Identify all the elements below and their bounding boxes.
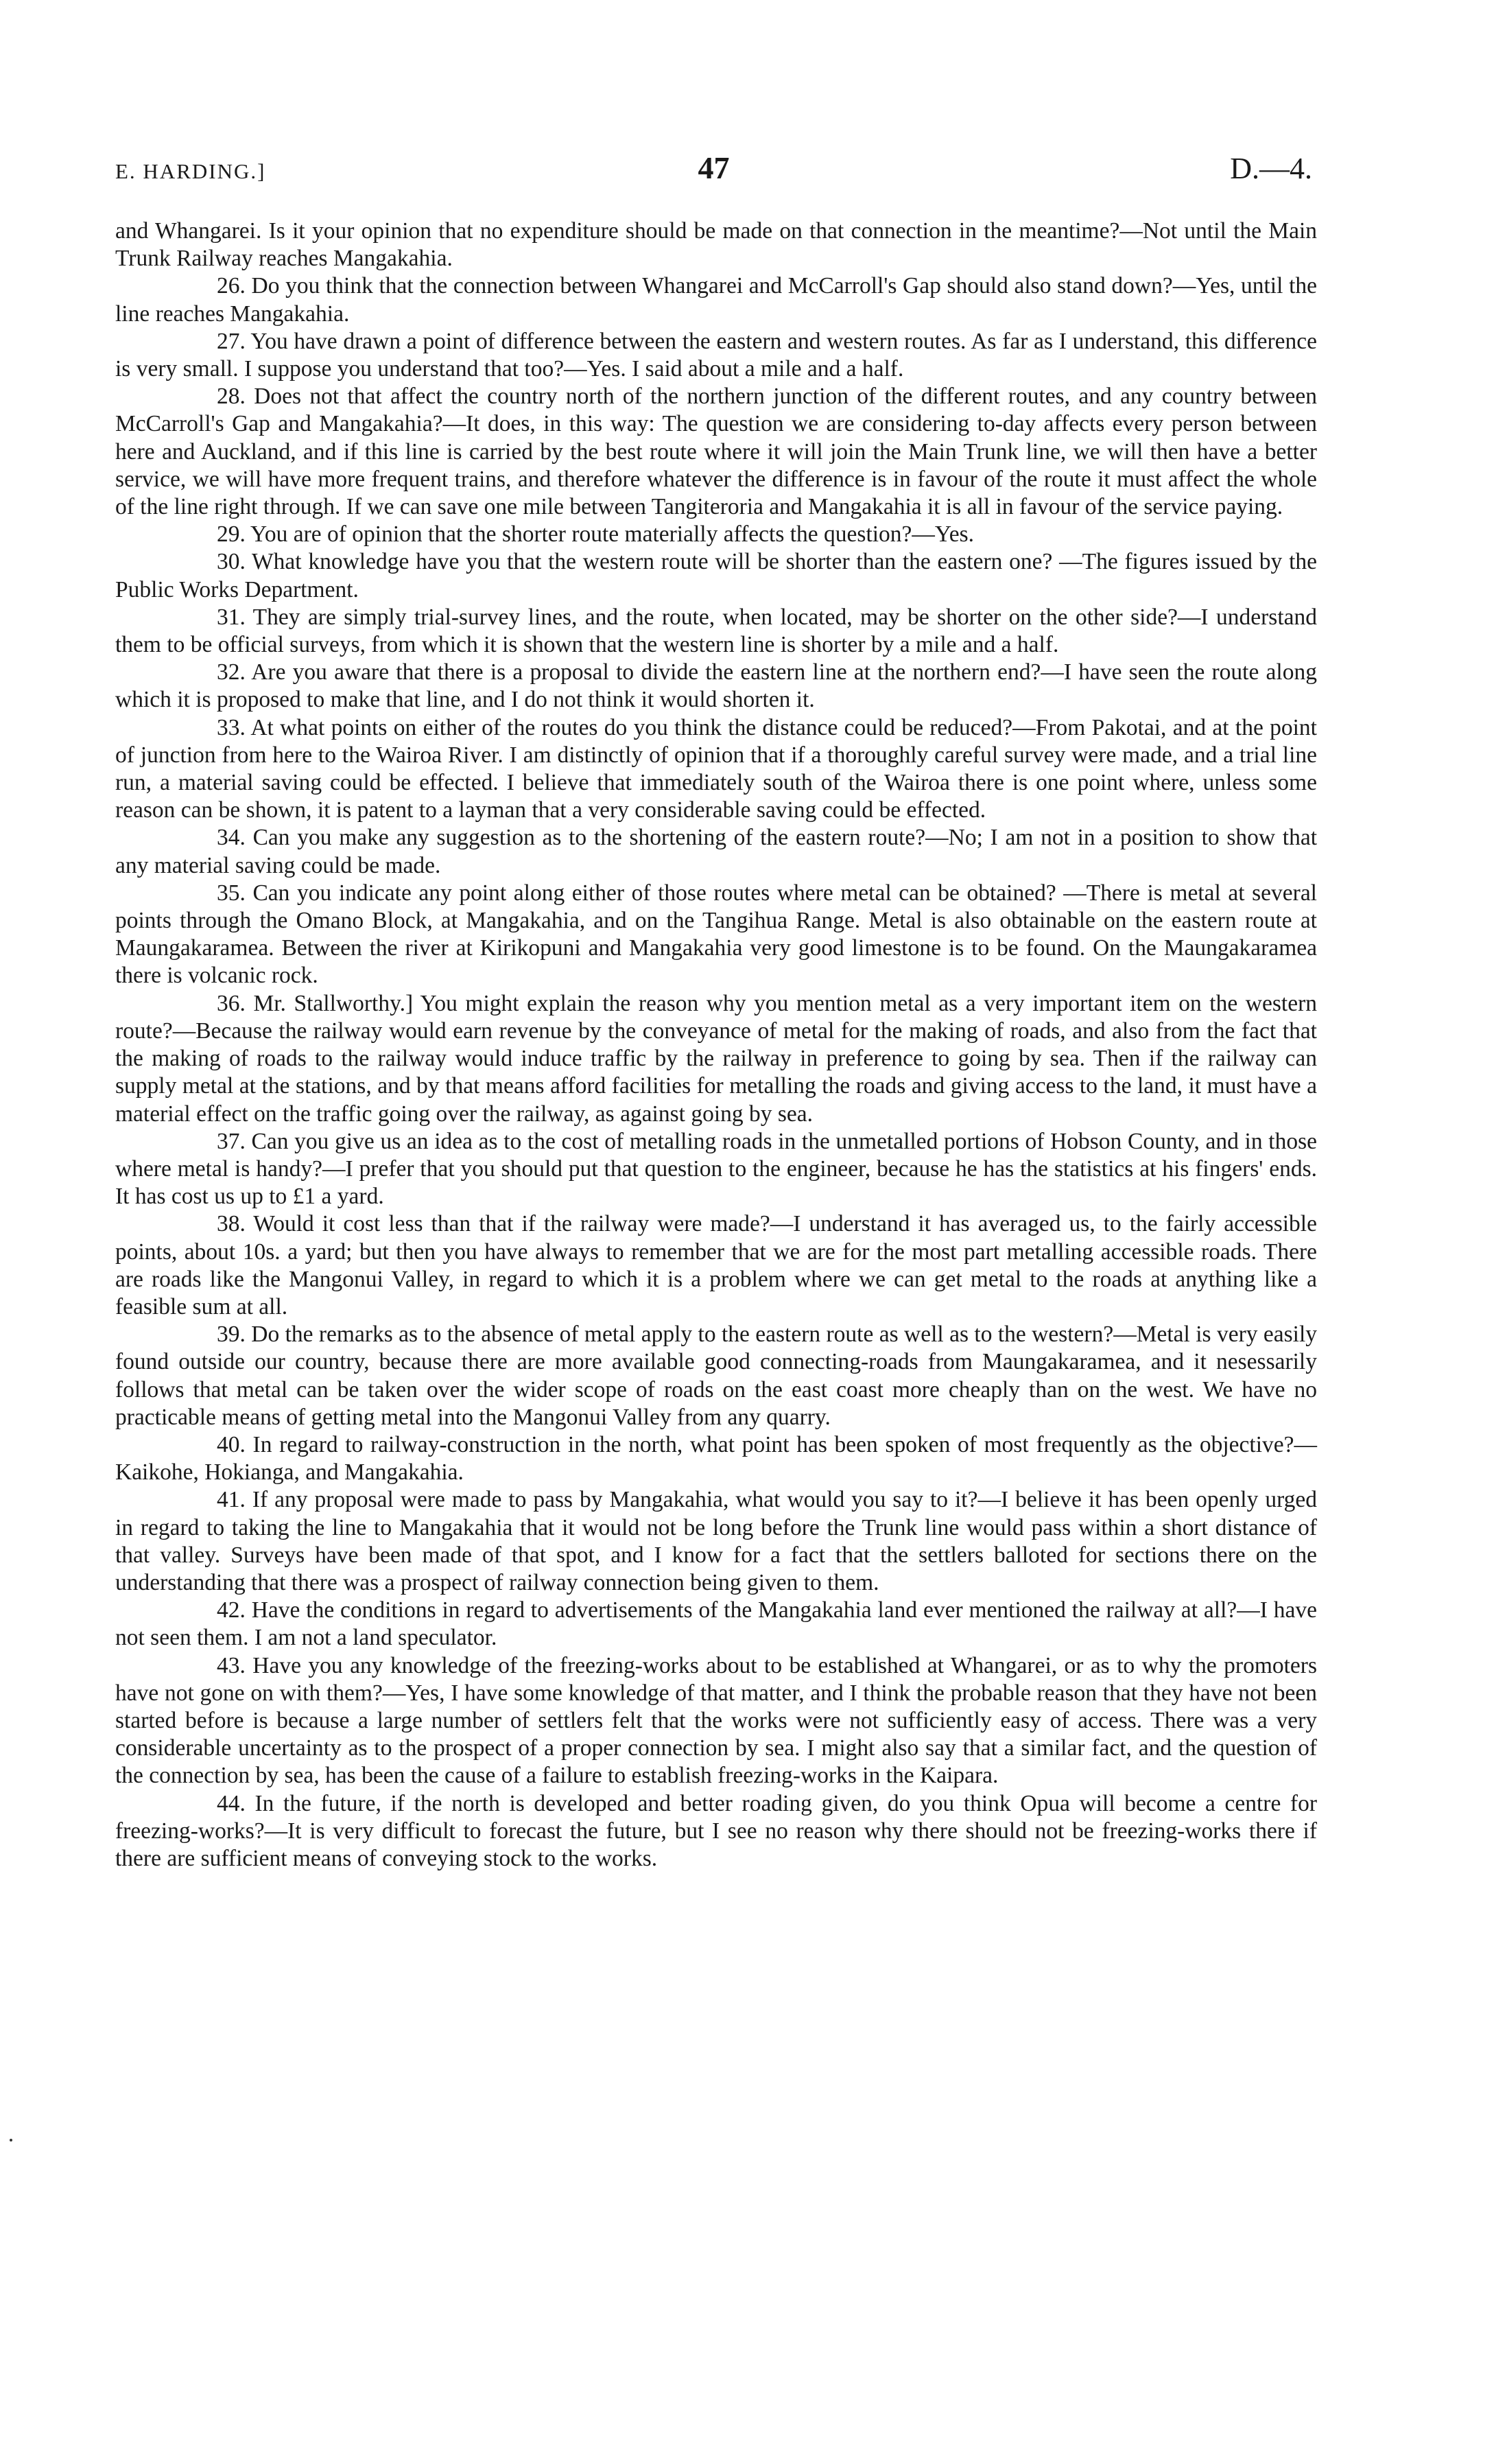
question-29: 29. You are of opinion that the shorter route materially affects the question?—Yes.	[217, 521, 975, 548]
question-40: 40. In regard to railway-construction in the north, what point has been spoken of most frequently as the objective?—Kaikohe, Hokianga, and Mangakahia.	[115, 1431, 1317, 1486]
document-reference: D.—4.	[1230, 152, 1312, 185]
scan-speck	[10, 2139, 12, 2142]
question-32: 32. Are you aware that there is a proposal to divide the eastern line at the northern end?—I have seen the route along which it is proposed to make that line, and I do not think it would shorten it.	[115, 659, 1317, 713]
witness-running-head: E. HARDING.]	[115, 159, 266, 183]
question-26: 26. Do you think that the connection between Whangarei and McCarroll's Gap should also stand down?—Yes, until the line reaches Mangakahia.	[115, 273, 1317, 327]
question-37: 37. Can you give us an idea as to the cost of metalling roads in the unmetalled portions of Hobson County, and in those where metal is handy?—I prefer that you should put that question to the engineer, because he has the statistics at his fingers' ends. It has cost us up to £1 a yard.	[115, 1128, 1317, 1210]
question-27: 27. You have drawn a point of difference between the eastern and western routes. As far as I understand, this difference is very small. I suppose you understand that too?—Yes. I said about a mile and a half.	[115, 328, 1317, 382]
question-43: 43. Have you any knowledge of the freezing-works about to be established at Whangarei, or as to why the promoters have not gone on with them?—Yes, I have some knowledge of that matter, and I think the probable reason that they have not been started before is because a large number of settlers felt that the works were not sufficiently easy of access. There was a very considerable uncertainty as to the prospect of a proper connection by sea. I might also say that a similar fact, and the question of the connection by sea, has been the cause of a failure to establish freezing-works in the Kaipara.	[115, 1652, 1317, 1789]
question-41: 41. If any proposal were made to pass by Mangakahia, what would you say to it?—I believe it has been openly urged in regard to taking the line to Mangakahia that it would not be long before the Trunk line would pass within a short distance of that valley. Surveys have been made of that spot, and I know for a fact that the settlers balloted for sections there on the understanding that there was a prospect of railway connection being given to them.	[115, 1487, 1317, 1595]
question-28: 28. Does not that affect the country north of the northern junction of the different routes, and any country between McCarroll's Gap and Mangakahia?—It does, in this way: The question we are considering to-day affects every person between here and Auckland, and if this line is carried by the best route where it will join the Main Trunk line, we will then have a better service, we will have more frequent trains, and therefore whatever the difference is in favour of the route it must affect the whole of the line right through. If we can save one mile between Tangiteroria and Mangakahia it is all in favour of the service paying.	[115, 384, 1317, 520]
question-33: 33. At what points on either of the routes do you think the distance could be reduced?—From Pakotai, and at the point of junction from here to the Wairoa River. I am distinctly of opinion that if a thoroughly careful survey were made, and a trial line run, a material saving could be effected. I believe that immediately south of the Wairoa there is one point where, unless some reason can be shown, it is patent to a layman that a very considerable saving could be effected.	[115, 714, 1317, 823]
evidence-text	[115, 218, 1317, 1873]
question-36: 36. Mr. Stallworthy.] You might explain the reason why you mention metal as a very important item on the western route?—Because the railway would earn revenue by the conveyance of metal for the making of roads, and also from the fact that the making of roads to the railway would induce traffic by the railway in preference to going by sea. Then if the railway can supply metal at the stations, and by that means afford facilities for metalling the roads and giving access to the land, it must have a material effect on the traffic going over the railway, as against going by sea.	[115, 990, 1317, 1127]
question-39: 39. Do the remarks as to the absence of metal apply to the eastern route as well as to the western?—Metal is very easily found outside our country, because there are more available good connecting-roads from Maungakaramea, and it nesessarily follows that metal can be taken over the wider scope of roads on the east coast more cheaply than on the west. We have no practicable means of getting metal into the Mangonui Valley from any quarry.	[115, 1322, 1317, 1430]
question-34: 34. Can you make any suggestion as to the shortening of the eastern route?—No; I am not in a position to show that any material saving could be made.	[115, 825, 1317, 878]
paragraph-continuation: and Whangarei. Is it your opinion that no expenditure should be made on that connection in the meantime?—Not until the Main Trunk Railway reaches Mangakahia.	[115, 218, 1317, 272]
question-44: 44. In the future, if the north is developed and better roading given, do you think Opua will become a centre for freezing-works?—It is very difficult to forecast the future, but I see no reason why there should not be freezing-works there if there are sufficient means of conveying stock to the works.	[115, 1790, 1317, 1871]
question-31: 31. They are simply trial-survey lines, and the route, when located, may be shorter on the other side?—I understand them to be official surveys, from which it is shown that the western line is shorter by a mile and a half.	[115, 604, 1317, 658]
question-30: 30. What knowledge have you that the western route will be shorter than the eastern one? —The figures issued by the Public Works Department.	[115, 549, 1317, 602]
question-35: 35. Can you indicate any point along either of those routes where metal can be obtained? —There is metal at several points through the Omano Block, at Mangakahia, and on the Tangihua Range. Metal is also obtainable on the eastern route at Maungakaramea. Between the river at Kirikopuni and Mangakahia very good limestone is to be found. On the Maungakaramea there is volcanic rock.	[115, 880, 1317, 989]
page-header	[115, 150, 1312, 198]
question-38: 38. Would it cost less than that if the railway were made?—I understand it has averaged us, to the fairly accessible points, about 10s. a yard; but then you have always to remember that we are for the most part metalling accessible roads. There are roads like the Mangonui Valley, in regard to which it is a problem where we can get metal to the roads at anything like a feasible sum at all.	[115, 1211, 1317, 1319]
question-42: 42. Have the conditions in regard to advertisements of the Mangakahia land ever mentioned the railway at all?—I have not seen them. I am not a land speculator.	[115, 1597, 1317, 1651]
page-number: 47	[698, 150, 730, 185]
